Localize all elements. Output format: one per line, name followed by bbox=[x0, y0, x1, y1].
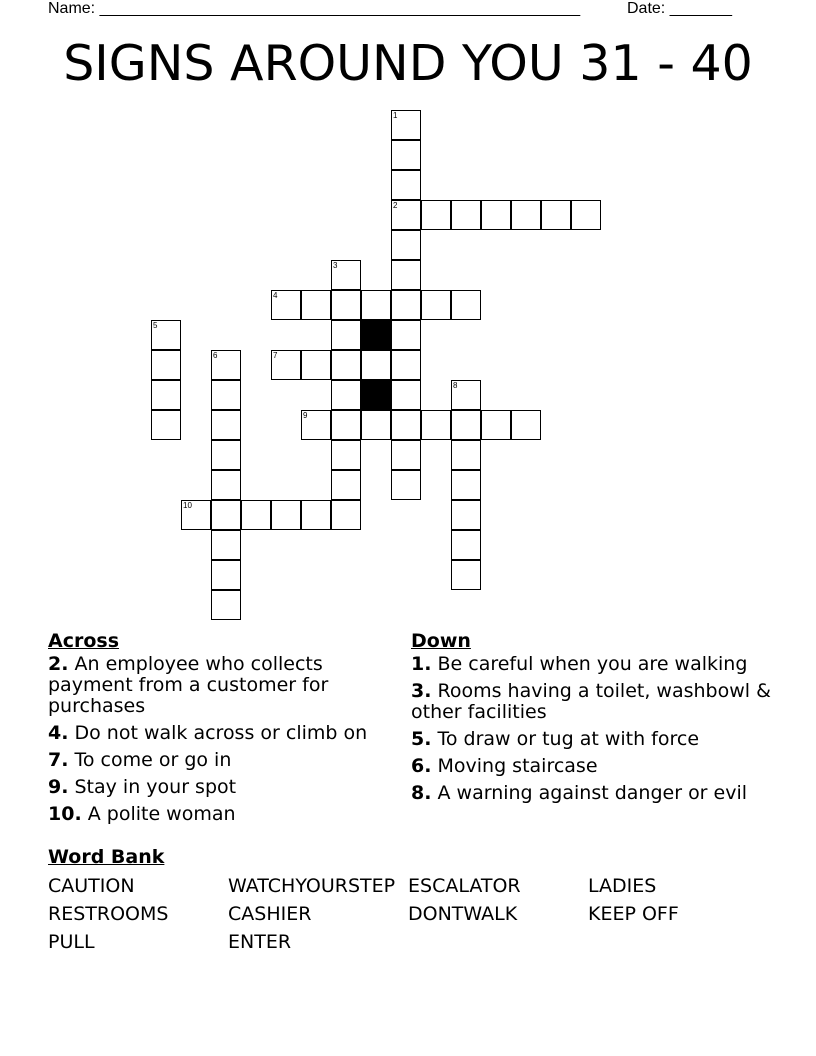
grid-cell[interactable] bbox=[391, 470, 421, 500]
grid-cell[interactable] bbox=[331, 290, 361, 320]
grid-cell[interactable] bbox=[241, 500, 271, 530]
clue-number-label: 6 bbox=[213, 351, 218, 360]
name-field-label: Name: ______________________________________________________ bbox=[48, 0, 581, 17]
grid-cell[interactable] bbox=[511, 200, 541, 230]
grid-cell[interactable] bbox=[301, 350, 331, 380]
clue-number: 7. bbox=[48, 749, 69, 771]
clue-item bbox=[48, 804, 388, 825]
clue-number: 9. bbox=[48, 776, 69, 798]
grid-cell[interactable] bbox=[331, 380, 361, 410]
grid-cell[interactable] bbox=[211, 560, 241, 590]
grid-cell[interactable] bbox=[391, 140, 421, 170]
grid-cell[interactable] bbox=[391, 170, 421, 200]
grid-cell[interactable] bbox=[271, 350, 301, 380]
clue-number: 1. bbox=[411, 653, 432, 675]
grid-cell[interactable] bbox=[451, 500, 481, 530]
clue-text: Be careful when you are walking bbox=[437, 653, 748, 675]
down-clues bbox=[411, 628, 771, 810]
clue-number: 3. bbox=[411, 680, 432, 702]
clue-number: 8. bbox=[411, 782, 432, 804]
grid-cell[interactable] bbox=[451, 200, 481, 230]
grid-cell[interactable] bbox=[331, 500, 361, 530]
grid-cell[interactable] bbox=[211, 440, 241, 470]
clue-item bbox=[411, 756, 771, 777]
grid-cell[interactable] bbox=[481, 410, 511, 440]
grid-cell[interactable] bbox=[391, 110, 421, 140]
grid-cell[interactable] bbox=[421, 410, 451, 440]
clue-text: Rooms having a toilet, washbowl & other facilities bbox=[411, 680, 771, 723]
clue-number-label: 7 bbox=[273, 351, 278, 360]
page-title: SIGNS AROUND YOU 31 - 40 bbox=[63, 35, 753, 92]
grid-block-cell bbox=[361, 380, 391, 410]
grid-cell[interactable] bbox=[301, 290, 331, 320]
clue-number: 6. bbox=[411, 755, 432, 777]
grid-cell[interactable] bbox=[391, 200, 421, 230]
grid-cell[interactable] bbox=[331, 440, 361, 470]
clue-text: An employee who collects payment from a customer for purchases bbox=[48, 653, 329, 717]
grid-cell[interactable] bbox=[271, 500, 301, 530]
clue-number-label: 10 bbox=[183, 501, 192, 510]
clue-item bbox=[411, 783, 771, 804]
clue-item bbox=[411, 729, 771, 750]
grid-cell[interactable] bbox=[211, 380, 241, 410]
clue-item bbox=[48, 723, 388, 744]
word-bank-item: KEEP OFF bbox=[588, 903, 679, 925]
grid-cell[interactable] bbox=[391, 320, 421, 350]
grid-cell[interactable] bbox=[451, 440, 481, 470]
grid-cell[interactable] bbox=[391, 410, 421, 440]
clue-number: 4. bbox=[48, 722, 69, 744]
grid-cell[interactable] bbox=[211, 410, 241, 440]
clue-text: Moving staircase bbox=[437, 755, 598, 777]
header-row bbox=[48, 0, 740, 18]
grid-cell[interactable] bbox=[451, 470, 481, 500]
grid-cell[interactable] bbox=[181, 500, 211, 530]
clue-number-label: 8 bbox=[453, 381, 458, 390]
across-heading: Across bbox=[48, 630, 120, 652]
grid-cell[interactable] bbox=[391, 290, 421, 320]
word-bank-item: CASHIER bbox=[228, 903, 312, 925]
grid-cell[interactable] bbox=[511, 410, 541, 440]
grid-cell[interactable] bbox=[451, 530, 481, 560]
word-bank-item: WATCHYOURSTEP bbox=[228, 875, 396, 897]
grid-cell[interactable] bbox=[361, 410, 391, 440]
clue-text: To draw or tug at with force bbox=[437, 728, 700, 750]
grid-cell[interactable] bbox=[541, 200, 571, 230]
clue-item bbox=[48, 750, 388, 771]
grid-cell[interactable] bbox=[211, 350, 241, 380]
clue-number-label: 2 bbox=[393, 201, 398, 210]
clue-text: To come or go in bbox=[74, 749, 232, 771]
grid-cell[interactable] bbox=[331, 260, 361, 290]
grid-cell[interactable] bbox=[451, 380, 481, 410]
word-bank-item: ESCALATOR bbox=[408, 875, 521, 897]
grid-cell[interactable] bbox=[481, 200, 511, 230]
clue-number-label: 5 bbox=[153, 321, 158, 330]
grid-cell[interactable] bbox=[451, 290, 481, 320]
clue-number-label: 9 bbox=[303, 411, 308, 420]
clue-item bbox=[411, 681, 771, 723]
grid-cell[interactable] bbox=[211, 530, 241, 560]
grid-cell[interactable] bbox=[211, 590, 241, 620]
grid-cell[interactable] bbox=[211, 500, 241, 530]
clue-text: Do not walk across or climb on bbox=[74, 722, 368, 744]
grid-cell[interactable] bbox=[151, 320, 181, 350]
grid-cell[interactable] bbox=[391, 440, 421, 470]
word-bank-item: RESTROOMS bbox=[48, 903, 169, 925]
clue-number: 5. bbox=[411, 728, 432, 750]
grid-cell[interactable] bbox=[571, 200, 601, 230]
clue-item bbox=[411, 654, 771, 675]
clue-text: A polite woman bbox=[87, 803, 236, 825]
word-bank-item: ENTER bbox=[228, 931, 292, 953]
grid-cell[interactable] bbox=[421, 290, 451, 320]
grid-cell[interactable] bbox=[451, 410, 481, 440]
word-bank-item: LADIES bbox=[588, 875, 657, 897]
date-field-label: Date: _______ bbox=[627, 0, 732, 17]
grid-cell[interactable] bbox=[151, 350, 181, 380]
grid-cell[interactable] bbox=[301, 500, 331, 530]
word-bank-item: DONTWALK bbox=[408, 903, 518, 925]
clue-number: 2. bbox=[48, 653, 69, 675]
grid-cell[interactable] bbox=[301, 410, 331, 440]
grid-cell[interactable] bbox=[211, 470, 241, 500]
grid-cell[interactable] bbox=[451, 560, 481, 590]
grid-cell[interactable] bbox=[421, 200, 451, 230]
clue-text: A warning against danger or evil bbox=[437, 782, 748, 804]
clue-number-label: 1 bbox=[393, 111, 398, 120]
clue-number: 10. bbox=[48, 803, 82, 825]
clue-item bbox=[48, 654, 388, 717]
grid-block-cell bbox=[361, 320, 391, 350]
grid-cell[interactable] bbox=[391, 260, 421, 290]
clue-number-label: 3 bbox=[333, 261, 338, 270]
clue-number-label: 4 bbox=[273, 291, 278, 300]
down-heading: Down bbox=[411, 630, 471, 652]
clue-item bbox=[48, 777, 388, 798]
grid-cell[interactable] bbox=[331, 410, 361, 440]
grid-cell[interactable] bbox=[331, 470, 361, 500]
across-clues bbox=[48, 628, 388, 831]
clue-text: Stay in your spot bbox=[74, 776, 237, 798]
grid-cell[interactable] bbox=[391, 230, 421, 260]
grid-cell[interactable] bbox=[331, 320, 361, 350]
word-bank-item: CAUTION bbox=[48, 875, 135, 897]
word-bank bbox=[48, 873, 768, 957]
grid-cell[interactable] bbox=[271, 290, 301, 320]
grid-cell[interactable] bbox=[151, 410, 181, 440]
grid-cell[interactable] bbox=[361, 350, 391, 380]
word-bank-item: PULL bbox=[48, 931, 95, 953]
grid-cell[interactable] bbox=[331, 350, 361, 380]
grid-cell[interactable] bbox=[391, 380, 421, 410]
grid-cell[interactable] bbox=[391, 350, 421, 380]
word-bank-heading: Word Bank bbox=[48, 846, 165, 868]
grid-cell[interactable] bbox=[151, 380, 181, 410]
grid-cell[interactable] bbox=[361, 290, 391, 320]
